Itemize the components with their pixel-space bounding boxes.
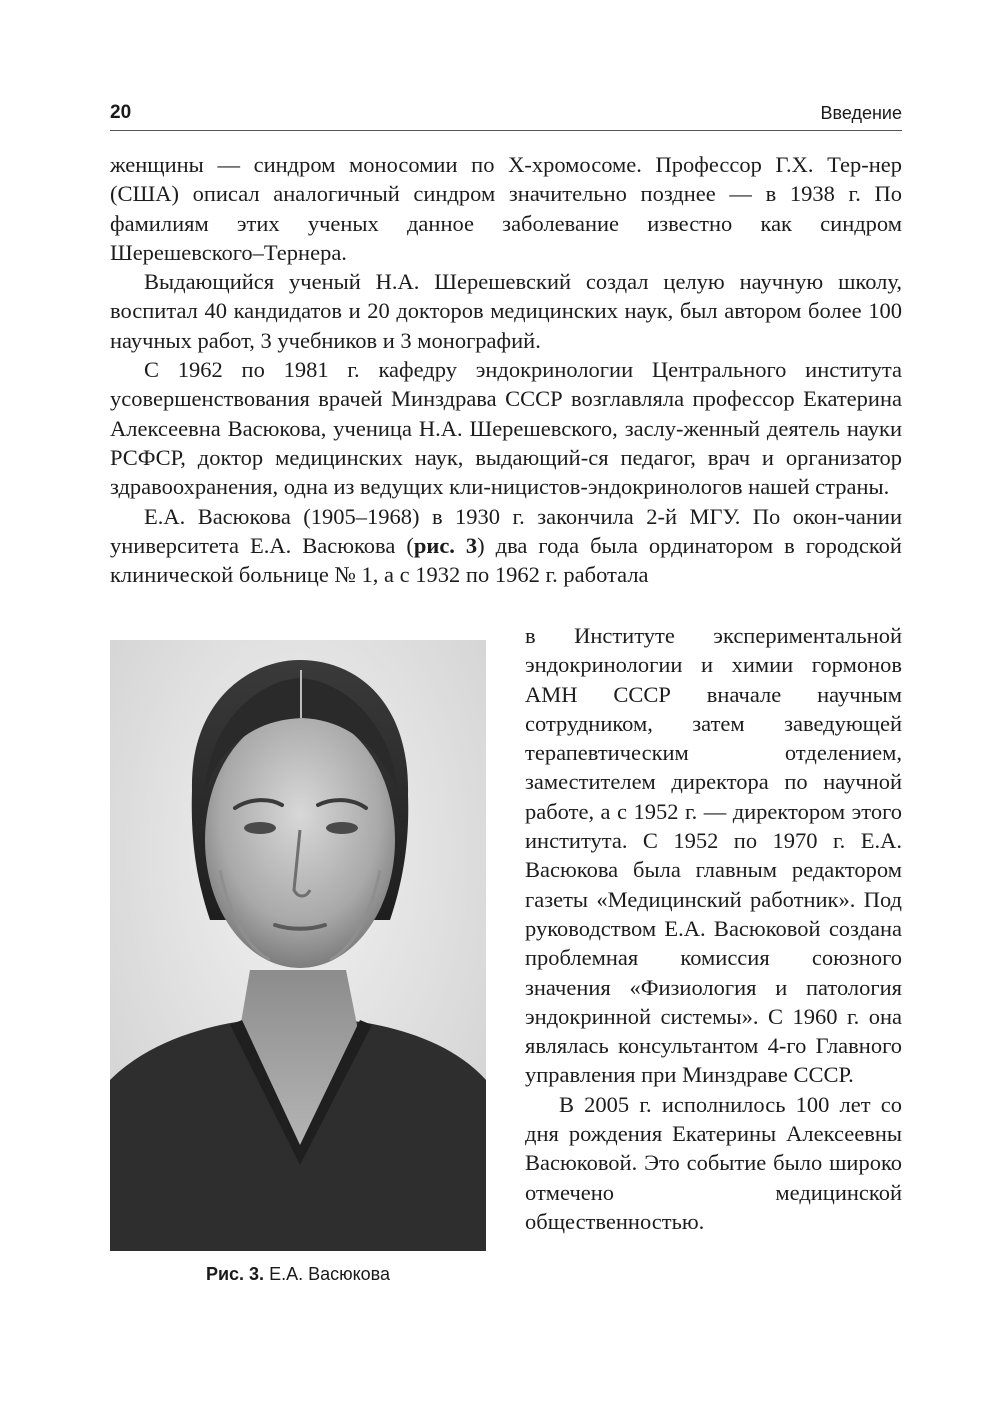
paragraph-1: женщины — синдром моносомии по Х-хромосоме. Профессор Г.Х. Тер-нер (США) описал аналогичный синдром значительно позднее — в 1938 г. По фамилиям этих ученых данное заболевание известно как синдром Шерешевского–Тернера. xyxy=(110,152,902,265)
paragraph-4-start: Е.А. Васюкова (1905–1968) в 1930 г. закончила 2-й МГУ. По окон-чании университета Е.А. Васюкова ( xyxy=(110,503,902,558)
figure-reference: рис. 3 xyxy=(413,532,478,558)
header-rule xyxy=(110,130,902,131)
body-text-top xyxy=(110,150,902,589)
paragraph-4 xyxy=(110,502,902,590)
page-number: 20 xyxy=(110,102,132,123)
paragraph-4-end: ) два года была ординатором в городской клинической больнице № 1, а с 1932 по 1962 г. работала xyxy=(110,532,902,588)
portrait-photo xyxy=(110,640,486,1251)
paragraph-2: Выдающийся ученый Н.А. Шерешевский создал целую научную школу, воспитал 40 кандидатов и 20 докторов медицинских наук, был автором более 100 научных работ, 3 учебников и 3 монографий. xyxy=(110,269,902,353)
paragraph-3: С 1962 по 1981 г. кафедру эндокринологии Центрального института усовершенствования врачей Минздрава СССР возглавляла профессор Екатерина Алексеевна Васюкова, ученица Н.А. Шерешевского, заслу-женный деятель науки РСФСР, доктор медицинских наук, выдающий-ся педагог, врач и организатор здравоохранения, одна из ведущих кли-ницистов-эндокринологов нашей страны. xyxy=(110,357,902,500)
figure-caption xyxy=(110,1264,486,1285)
body-text-side xyxy=(525,621,902,1236)
portrait-figure xyxy=(110,640,486,1251)
figure-label: Рис. 3. xyxy=(205,1264,265,1284)
figure-caption-text: Е.А. Васюкова xyxy=(269,1264,391,1284)
side-paragraph-1: в Институте экспериментальной эндокринологии и химии гормонов АМН СССР вначале научным сотрудником, затем заведующей терапевтическим отделением, заместителем директора по научной работе, а с 1952 г. — директором этого института. С 1952 по 1970 г. Е.А. Васюкова была главным редактором газеты «Медицинский работник». Под руководством Е.А. Васюковой создана проблемная комиссия союзного значения «Физиология и патология эндокринной системы». С 1960 г. она являлась консультантом 4-го Главного управления при Минздраве СССР. xyxy=(525,623,902,1088)
running-header xyxy=(110,102,902,128)
side-paragraph-2: В 2005 г. исполнилось 100 лет со дня рождения Екатерины Алексеевны Васюковой. Это событие было широко отмечено медицинской общественностью. xyxy=(525,1091,902,1234)
section-title: Введение xyxy=(820,103,902,123)
